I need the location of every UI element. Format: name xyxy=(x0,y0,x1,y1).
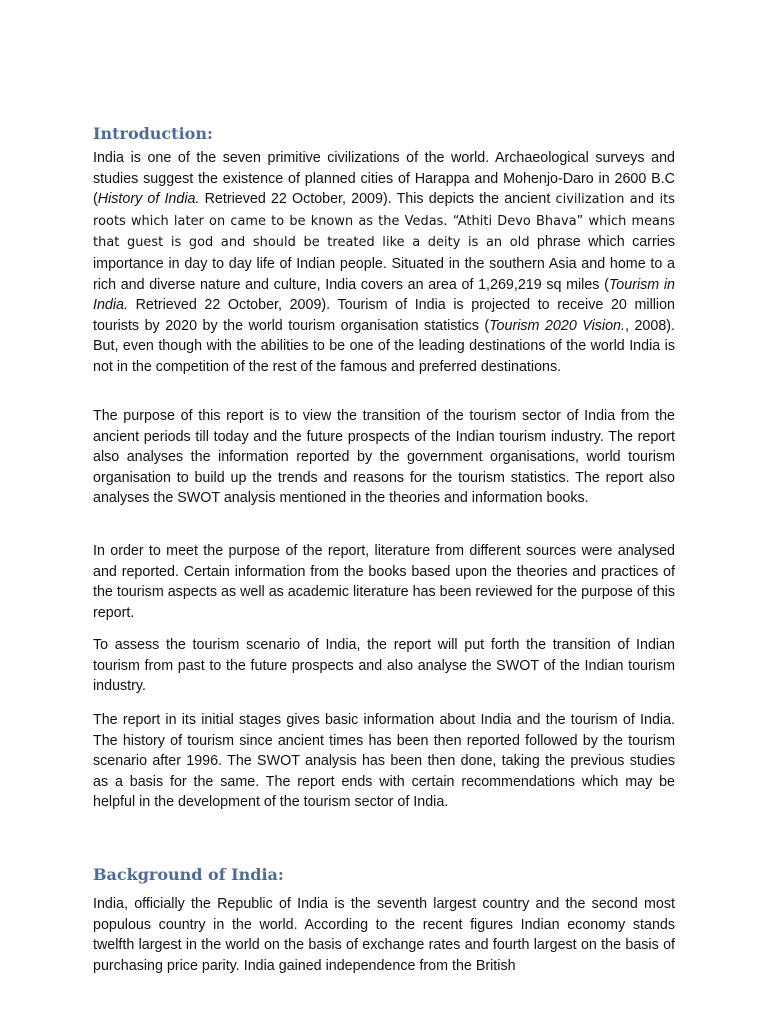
citation-history-of-india: History of India. xyxy=(97,191,200,208)
citation-tourism-in-india: Tourism in India. xyxy=(93,276,675,314)
introduction-paragraph-5: The report in its initial stages gives basic information about India and the tourism of India. The history of tourism since ancient times has been then reported followed by the tourism scenario after 1996. The SWOT analysis has been then done, taking the previous studies as a basis for the same. The report ends with certain recommendations which may be helpful in the development of the tourism sector of India. xyxy=(93,712,675,811)
introduction-paragraph-3: In order to meet the purpose of the report, literature from different sources were analysed and reported. Certain information from the books based upon the theories and practices of the tourism aspects as well as academic literature has been reviewed for the purpose of this report. xyxy=(93,543,675,621)
text-run: Retrieved 22 October, 2009). Tourism of India is projected to receive 20 million tourists by 2020 by the world tourism organisation statistics ( xyxy=(93,297,675,334)
introduction-paragraph-1 xyxy=(93,148,675,378)
text-run: India is one of the seven primitive civilizations of the world. Archaeological surveys and studies suggest the existence of planned cities of Harappa and Mohenjo-Daro in 2600 B.C ( xyxy=(93,150,675,208)
introduction-heading: Introduction: xyxy=(93,124,213,143)
text-run: Retrieved 22 October, 2009). This depicts the ancient xyxy=(199,191,556,208)
text-run-alt-font: civilization and its roots which later on came to be known as the Vedas. “Athiti Devo Bhava” which means that guest is god and should be treated like a deity is an old xyxy=(93,192,675,251)
introduction-paragraph-4: To assess the tourism scenario of India, the report will put forth the transition of Indian tourism from past to the future prospects and also analyse the SWOT of the Indian tourism industry. xyxy=(93,637,675,695)
text-run: , 2008). But, even though with the abilities to be one of the leading destinations of the world India is not in the competition of the rest of the famous and preferred destinations. xyxy=(93,317,675,375)
background-paragraph-1: India, officially the Republic of India is the seventh largest country and the second most populous country in the world. According to the recent figures Indian economy stands twelfth largest in the world on the basis of exchange rates and fourth largest on the basis of purchasing price parity. India gained independence from the British xyxy=(93,896,675,974)
citation-tourism-2020-vision: Tourism 2020 Vision. xyxy=(489,317,625,334)
background-heading: Background of India: xyxy=(93,865,284,884)
introduction-paragraph-2: The purpose of this report is to view the transition of the tourism sector of India from the ancient periods till today and the future prospects of the Indian tourism industry. The report also analyses the information reported by the government organisations, world tourism organisation to build up the trends and reasons for the tourism statistics. The report also analyses the SWOT analysis mentioned in the theories and information books. xyxy=(93,408,675,507)
text-run: phrase which carries importance in day to day life of Indian people. Situated in the southern Asia and home to a rich and diverse nature and culture, India covers an area of 1,269,219 sq miles ( xyxy=(93,234,675,293)
